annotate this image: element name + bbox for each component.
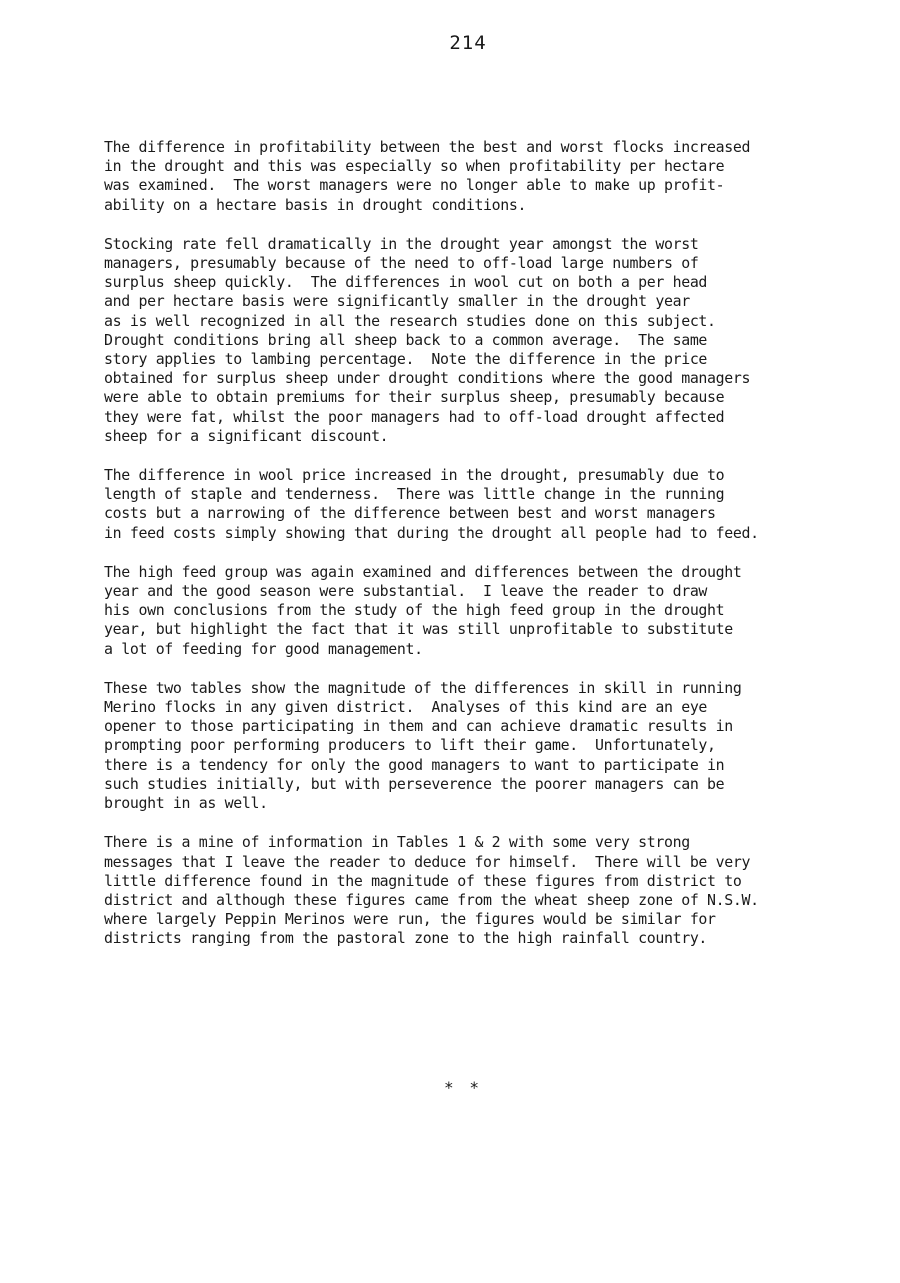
paragraph bbox=[104, 466, 864, 543]
text-line: district and although these figures came from the wheat sheep zone of N.S.W. bbox=[104, 890, 759, 909]
text-line: The difference in profitability between the best and worst flocks increased bbox=[104, 138, 751, 156]
text-line: prompting poor performing producers to lift their game. Unfortunately, bbox=[104, 736, 716, 755]
text-line: where largely Peppin Merinos were run, the figures would be similar for bbox=[104, 910, 716, 929]
text-line: year, but highlight the fact that it was still unprofitable to substitute bbox=[104, 620, 733, 639]
text-line: as is well recognized in all the research studies done on this subject. bbox=[104, 311, 716, 330]
text-line: and per hectare basis were significantly smaller in the drought year bbox=[104, 292, 690, 311]
text-line: there is a tendency for only the good managers to want to participate in bbox=[104, 755, 725, 774]
text-line: such studies initially, but with perseverence the poorer managers can be bbox=[104, 774, 725, 793]
text-line: a lot of feeding for good management. bbox=[104, 639, 423, 658]
text-line: was examined. The worst managers were no longer able to make up profit- bbox=[104, 176, 725, 195]
text-line: ability on a hectare basis in drought conditions. bbox=[104, 195, 527, 214]
text-line: The difference in wool price increased in the drought, presumably due to bbox=[104, 466, 725, 485]
paragraph bbox=[104, 833, 864, 948]
text-line: little difference found in the magnitude of these figures from district to bbox=[104, 871, 742, 890]
paragraph bbox=[104, 235, 864, 446]
text-line: costs but a narrowing of the difference between best and worst managers bbox=[104, 504, 716, 523]
text-line: These two tables show the magnitude of the differences in skill in running bbox=[104, 678, 742, 697]
paragraph bbox=[104, 679, 864, 813]
paragraph bbox=[104, 563, 864, 659]
text-line: Merino flocks in any given district. Analyses of this kind are an eye bbox=[104, 698, 708, 717]
text-line: opener to those participating in them and can achieve dramatic results in bbox=[104, 717, 733, 736]
text-line: brought in as well. bbox=[104, 794, 268, 813]
end-mark: * * bbox=[444, 1078, 482, 1097]
text-line: obtained for surplus sheep under drought conditions where the good managers bbox=[104, 369, 751, 388]
text-line: Drought conditions bring all sheep back to a common average. The same bbox=[104, 330, 708, 349]
text-line: his own conclusions from the study of the high feed group in the drought bbox=[104, 601, 725, 620]
page-number: 214 bbox=[449, 32, 487, 54]
text-line: surplus sheep quickly. The differences in wool cut on both a per head bbox=[104, 273, 708, 292]
text-line: There is a mine of information in Tables 1 & 2 with some very strong bbox=[104, 833, 690, 852]
text-line: in the drought and this was especially so when profitability per hectare bbox=[104, 157, 725, 176]
text-line: The high feed group was again examined and differences between the drought bbox=[104, 562, 742, 581]
paragraph bbox=[104, 138, 864, 215]
text-line: they were fat, whilst the poor managers had to off-load drought affected bbox=[104, 407, 725, 426]
text-line: length of staple and tenderness. There was little change in the running bbox=[104, 485, 725, 504]
text-line: messages that I leave the reader to deduce for himself. There will be very bbox=[104, 852, 751, 871]
text-line: districts ranging from the pastoral zone to the high rainfall country. bbox=[104, 929, 708, 948]
text-line: managers, presumably because of the need to off-load large numbers of bbox=[104, 254, 699, 273]
body-text bbox=[104, 138, 864, 969]
text-line: year and the good season were substantial. I leave the reader to draw bbox=[104, 582, 708, 601]
text-line: Stocking rate fell dramatically in the drought year amongst the worst bbox=[104, 234, 699, 253]
text-line: were able to obtain premiums for their surplus sheep, presumably because bbox=[104, 388, 725, 407]
text-line: in feed costs simply showing that during the drought all people had to feed. bbox=[104, 523, 759, 542]
text-line: story applies to lambing percentage. Note the difference in the price bbox=[104, 350, 708, 369]
text-line: sheep for a significant discount. bbox=[104, 426, 389, 445]
